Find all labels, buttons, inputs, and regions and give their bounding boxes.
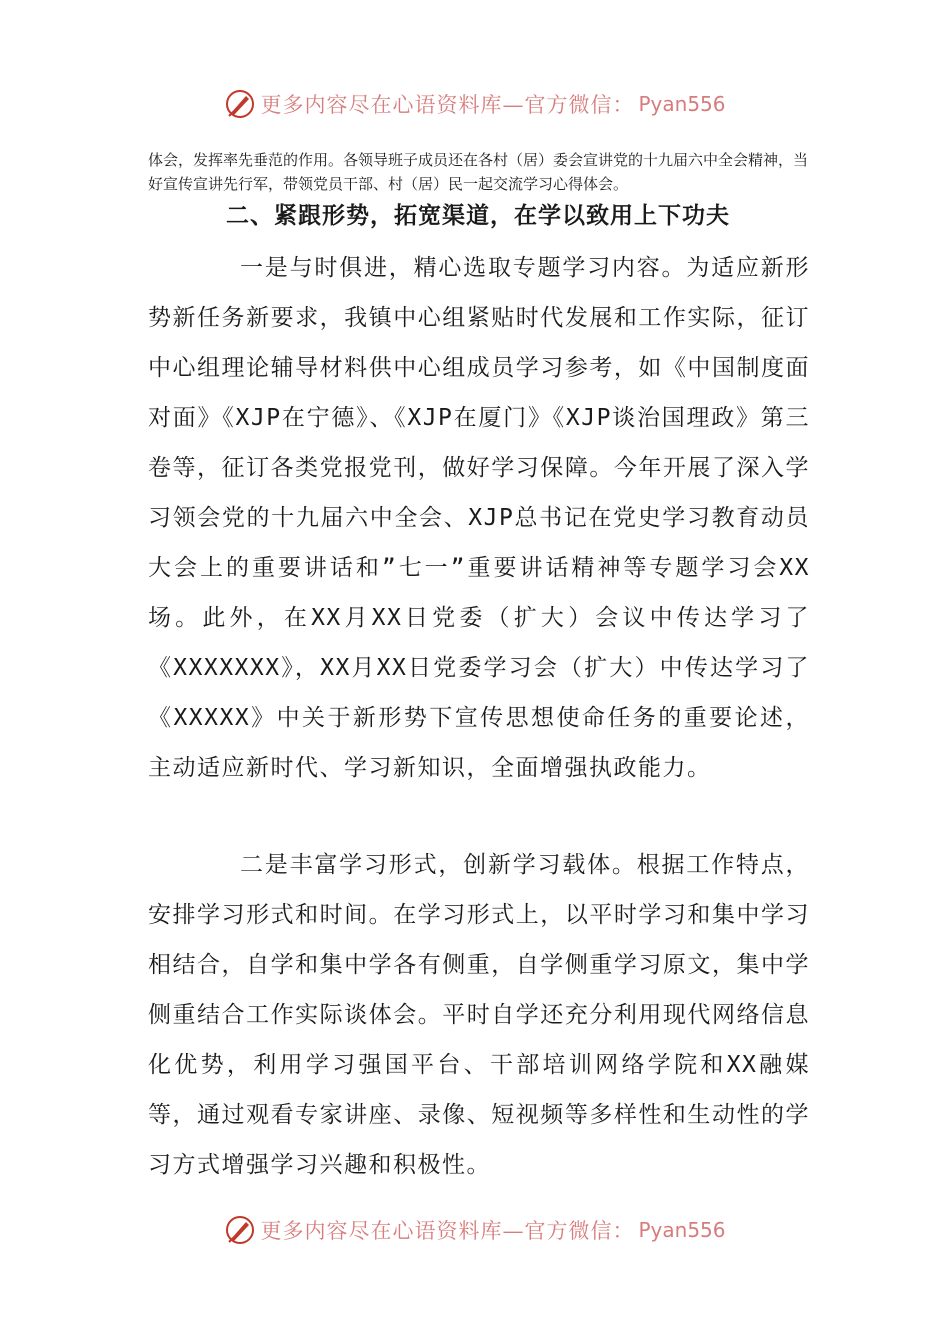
body-paragraph-2: 二是丰富学习形式，创新学习载体。根据工作特点，安排学习形式和时间。在学习形式上，以平时学习和集中学习相结合，自学和集中学各有侧重，自学侧重学习原文，集中学侧重结合工作实际谈体会。平时自学还充分利用现代网络信息化优势，利用学习强国平台、干部培训网络学院和XX融媒等，通过观看专家讲座、录像、短视频等多样性和生动性的学习方式增强学习兴趣和积极性。 — [148, 852, 810, 1178]
body-paragraph-1: 一是与时俱进，精心选取专题学习内容。为适应新形势新任务新要求，我镇中心组紧贴时代发展和工作实际，征订中心组理论辅导材料供中心组成员学习参考，如《中国制度面对面》《XJP在宁德》、《XJP在厦门》《XJP谈治国理政》第三卷等，征订各类党报党刊，做好学习保障。今年开展了深入学习领会党的十九届六中全会、XJP总书记在党史学习教育动员大会上的重要讲话和”七一”重要讲话精神等专题学习会XX场。此外，在XX月XX日党委（扩大）会议中传达学习了《XXXXXXX》，XX月XX日党委学习会（扩大）中传达学习了《XXXXX》中关于新形势下宣传思想使命任务的重要论述，主动适应新时代、学习新知识，全面增强执政能力。 — [148, 255, 810, 781]
pen-logo-icon — [224, 88, 256, 120]
watermark-wechat-id: Pyan556 — [638, 1218, 726, 1242]
pen-logo-icon — [224, 1214, 256, 1246]
watermark-text: 更多内容尽在心语资料库—官方微信： — [260, 1219, 635, 1243]
intro-paragraph: 体会，发挥率先垂范的作用。各领导班子成员还在各村（居）委会宣讲党的十九届六中全会精神，当好宣传宣讲先行军，带领党员干部、村（居）民一起交流学习心得体会。 — [148, 151, 809, 193]
footer-watermark — [0, 1210, 950, 1250]
watermark-wechat-id: Pyan556 — [638, 92, 726, 116]
section-heading: 二、紧跟形势，拓宽渠道，在学以致用上下功夫 — [226, 203, 730, 229]
header-watermark — [0, 84, 950, 124]
watermark-text: 更多内容尽在心语资料库—官方微信： — [260, 93, 635, 117]
